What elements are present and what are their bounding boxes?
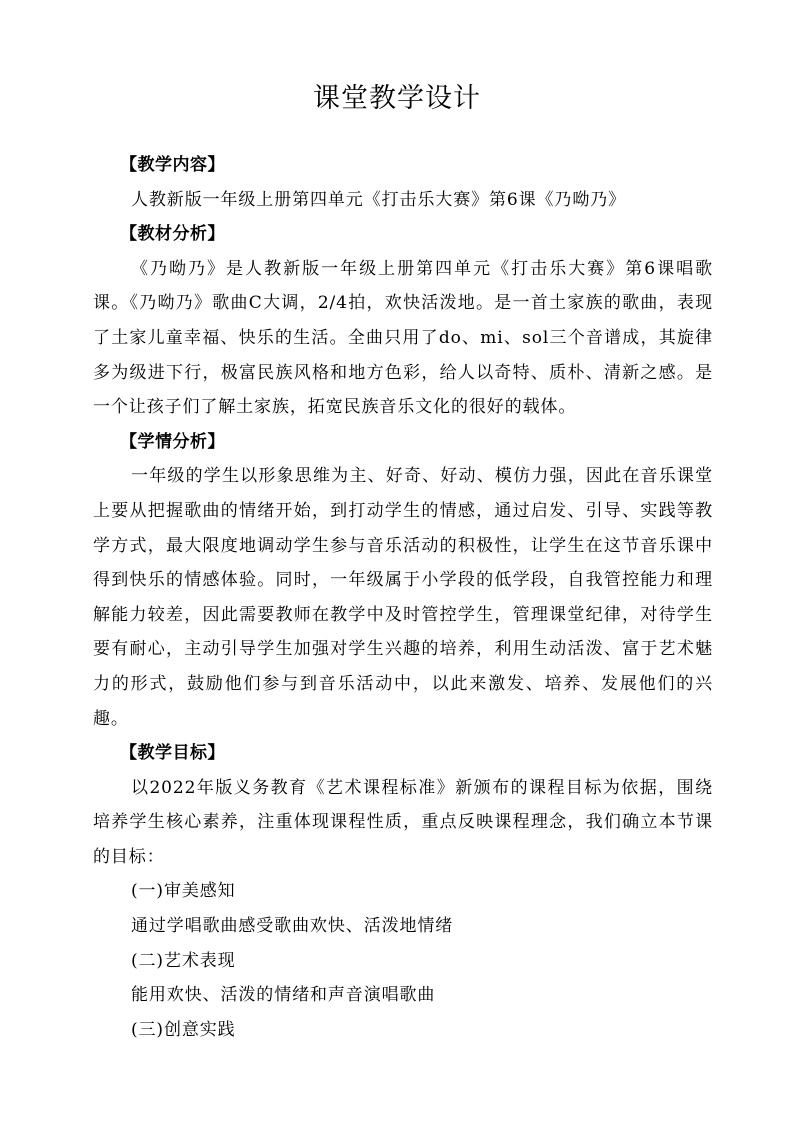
- section-heading-student-analysis: 【学情分析】: [120, 431, 225, 452]
- goal-label-artistic-expression: (二)艺术表现: [131, 950, 236, 971]
- document-title: 课堂教学设计: [313, 83, 481, 114]
- section-heading-teaching-content: 【教学内容】: [120, 155, 225, 175]
- section-heading-teaching-goals: 【教学目标】: [120, 743, 225, 764]
- goal-label-creative-practice: (三)创意实践: [131, 1019, 236, 1040]
- goal-label-aesthetic-perception: (一)审美感知: [131, 881, 236, 902]
- goal-text-artistic-expression: 能用欢快、活泼的情绪和声音演唱歌曲: [131, 985, 436, 1006]
- student-analysis-text: 一年级的学生以形象思维为主、好奇、好动、模仿力强，因此在音乐课堂上要从把握歌曲的情绪开始，到打动学生的情感，通过启发、引导、实践等教学方式，最大限度地调动学生参与音乐活动的积极性，让学生在这节音乐课中得到快乐的情感体验。同时，一年级属于小学段的低学段，自我管控能力和理解能力较差，因此需要教师在教学中及时管控学生，管理课堂纪律，对待学生要有耐心，主动引导学生加强对学生兴趣的培养，利用生动活泼、富于艺术魅力的形式，鼓励他们参与到音乐活动中，以此来激发、培养、发展他们的兴趣。: [93, 466, 713, 729]
- document-body: [93, 148, 713, 1047]
- teaching-content-text: 人教新版一年级上册第四单元《打击乐大赛》第6课《乃呦乃》: [131, 189, 627, 210]
- goal-text-aesthetic-perception: 通过学唱歌曲感受歌曲欢快、活泼地情绪: [131, 916, 454, 937]
- material-analysis-text: 《乃呦乃》是人教新版一年级上册第四单元《打击乐大赛》第6课唱歌课。《乃呦乃》歌曲C大调，2/4拍，欢快活泼地。是一首土家族的歌曲，表现了土家儿童幸福、快乐的生活。全曲只用了do、mi、sol三个音谱成，其旋律多为级进下行，极富民族风格和地方色彩，给人以奇特、质朴、清新之感。是一个让孩子们了解土家族，拓宽民族音乐文化的很好的载体。: [93, 258, 713, 418]
- section-heading-material-analysis: 【教材分析】: [120, 224, 225, 245]
- teaching-goals-intro: 以2022年版义务教育《艺术课程标准》新颁布的课程目标为依据，围绕培养学生核心素养，注重体现课程性质，重点反映课程理念，我们确立本节课的目标：: [93, 777, 713, 867]
